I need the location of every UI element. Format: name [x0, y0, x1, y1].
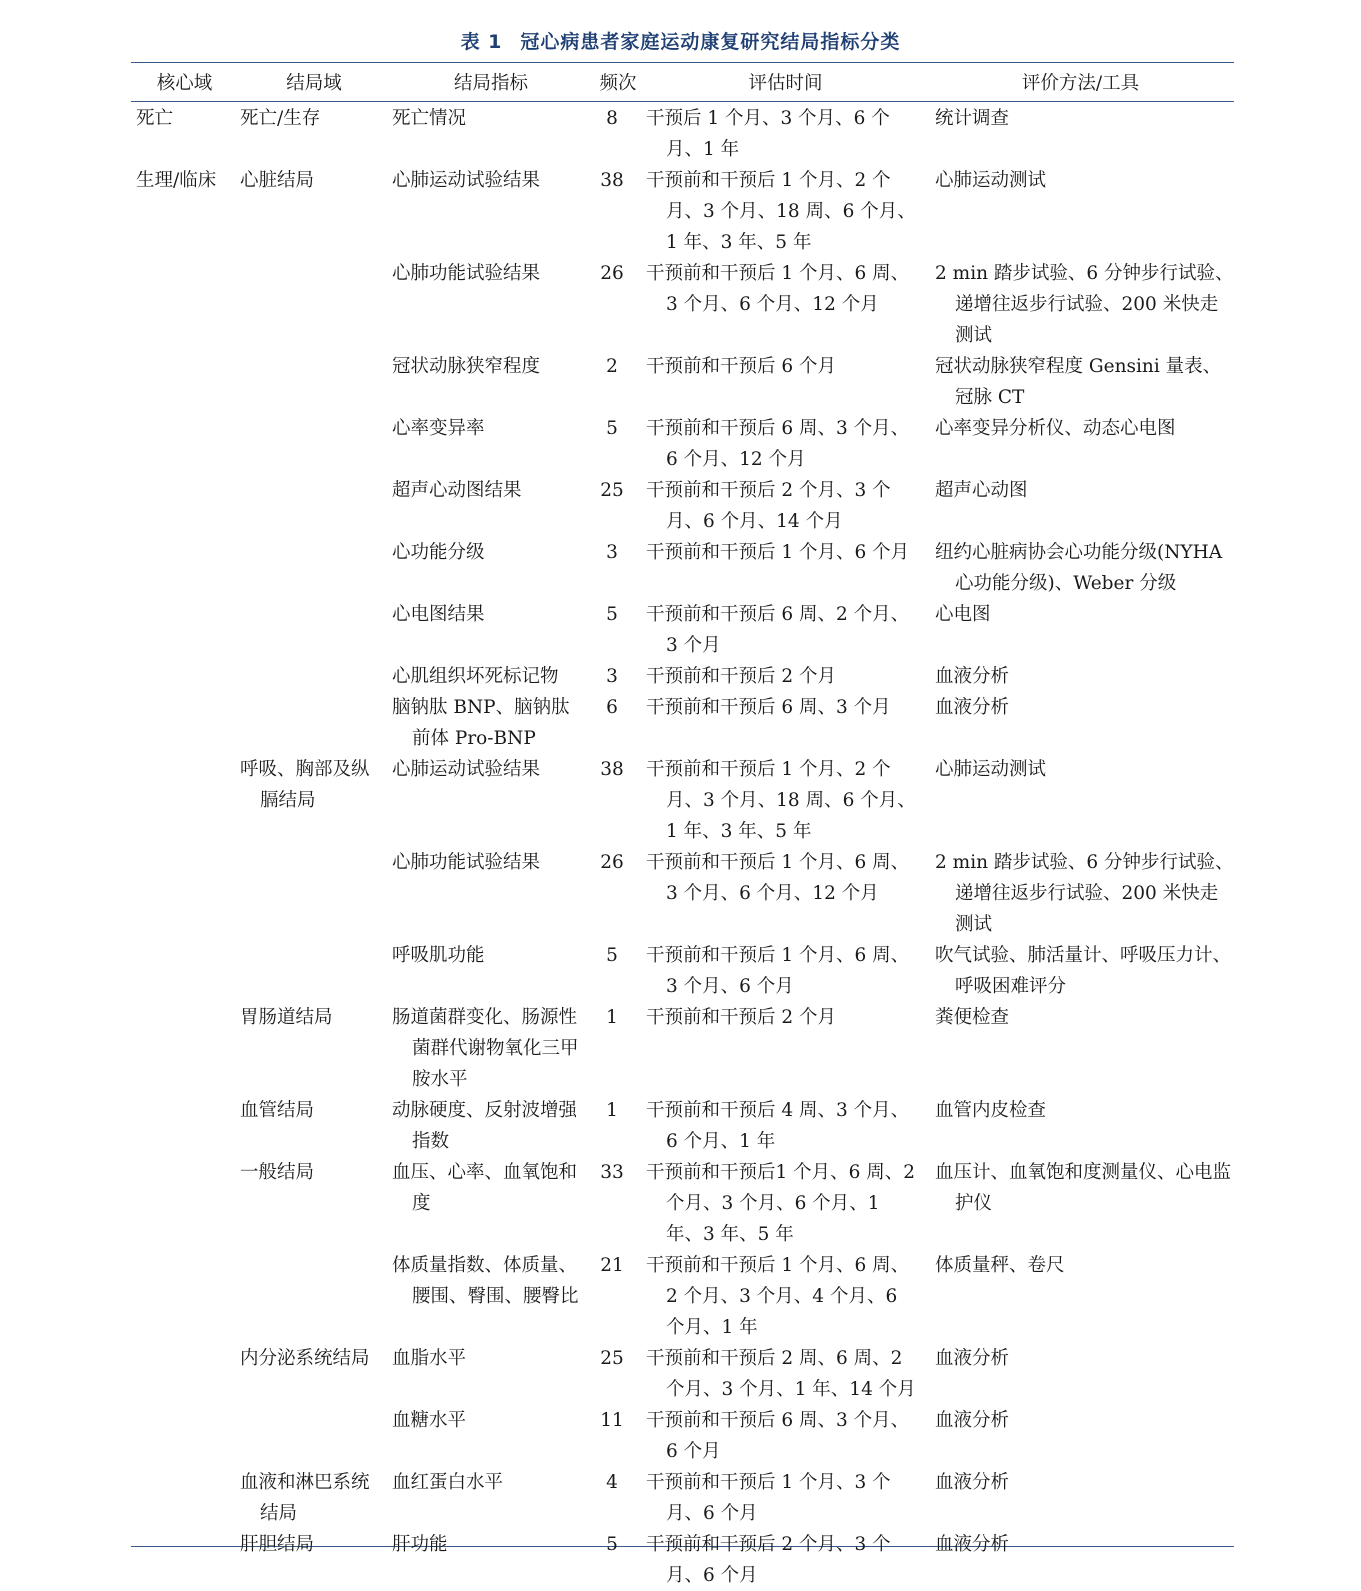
method-tool-cell [927, 258, 1234, 351]
cell-text: 4 [606, 1472, 618, 1493]
indicator-cell [390, 661, 592, 692]
indicator-cell [390, 1467, 592, 1529]
indicator-cell [390, 1529, 592, 1591]
outcome-domain-cell [238, 1250, 390, 1343]
outcome-domain-cell [238, 475, 390, 537]
assessment-time-cell [644, 1405, 927, 1467]
assessment-time-cell [644, 101, 927, 165]
cell-text: 呼吸、胸部及纵膈结局 [240, 759, 370, 811]
outcome-domain-cell [238, 1157, 390, 1250]
indicator-cell [390, 1095, 592, 1157]
method-tool-cell [927, 1157, 1234, 1250]
cell-text: 血液分析 [935, 1410, 1010, 1431]
method-tool-cell [927, 165, 1234, 258]
table-row [131, 754, 1234, 847]
table-row [131, 661, 1234, 692]
table-row [131, 1157, 1234, 1250]
frequency-cell [592, 1250, 644, 1343]
indicator-cell [390, 165, 592, 258]
assessment-time-cell [644, 847, 927, 940]
cell-text: 26 [600, 263, 624, 284]
cell-text: 干预前和干预后 1 个月、3 个月、6 个月 [646, 1472, 891, 1524]
table-row [131, 351, 1234, 413]
assessment-time-cell [644, 1343, 927, 1405]
table-row [131, 1467, 1234, 1529]
outcome-domain-cell [238, 1467, 390, 1529]
cell-text: 一般结局 [240, 1162, 315, 1183]
cell-text: 5 [606, 945, 618, 966]
core-domain-cell [131, 351, 238, 413]
cell-text: 心电图结果 [392, 604, 485, 625]
cell-text: 血液和淋巴系统结局 [240, 1472, 370, 1524]
indicator-cell [390, 940, 592, 1002]
outcome-domain-cell [238, 599, 390, 661]
cell-text: 脑钠肽 BNP、脑钠肽前体 Pro-BNP [392, 697, 570, 749]
indicator-cell [390, 413, 592, 475]
cell-text: 冠状动脉狭窄程度 Gensini 量表、冠脉 CT [935, 356, 1222, 408]
cell-text: 干预前和干预后 1 个月、6 周、3 个月、6 个月 [646, 945, 910, 997]
frequency-cell [592, 475, 644, 537]
core-domain-cell [131, 661, 238, 692]
table-row [131, 1095, 1234, 1157]
cell-text: 心肺运动测试 [935, 759, 1047, 780]
indicator-cell [390, 1405, 592, 1467]
core-domain-cell [131, 1095, 238, 1157]
cell-text: 血压计、血氧饱和度测量仪、心电监护仪 [935, 1162, 1232, 1214]
core-domain-cell [131, 692, 238, 754]
frequency-cell [592, 1529, 644, 1591]
cell-text: 33 [600, 1162, 624, 1183]
core-domain-cell [131, 1405, 238, 1467]
cell-text: 2 [606, 356, 618, 377]
cell-text: 5 [606, 604, 618, 625]
outcome-domain-cell [238, 101, 390, 165]
cell-text: 心肺运动试验结果 [392, 170, 541, 191]
core-domain-cell [131, 1343, 238, 1405]
core-domain-cell [131, 101, 238, 165]
outcome-domain-cell [238, 692, 390, 754]
assessment-time-cell [644, 1467, 927, 1529]
assessment-time-cell [644, 1002, 927, 1095]
cell-text: 吹气试验、肺活量计、呼吸压力计、呼吸困难评分 [935, 945, 1232, 997]
indicator-cell [390, 1250, 592, 1343]
indicator-cell [390, 599, 592, 661]
cell-text: 2 min 踏步试验、6 分钟步行试验、递增往返步行试验、200 米快走测试 [935, 263, 1234, 346]
column-header: 评价方法/工具 [1021, 73, 1140, 94]
cell-text: 心肺功能试验结果 [392, 852, 541, 873]
table-row [131, 1343, 1234, 1405]
frequency-cell [592, 599, 644, 661]
method-tool-cell [927, 692, 1234, 754]
header-row [131, 63, 1234, 101]
cell-text: 血管内皮检查 [935, 1100, 1047, 1121]
table-number: 表 1 [460, 31, 503, 53]
cell-text: 超声心动图 [935, 480, 1028, 501]
table-row [131, 475, 1234, 537]
indicator-cell [390, 1157, 592, 1250]
method-tool-cell [927, 475, 1234, 537]
frequency-cell [592, 258, 644, 351]
cell-text: 38 [600, 759, 624, 780]
cell-text: 1 [606, 1100, 618, 1121]
table-row [131, 101, 1234, 165]
cell-text: 干预后 1 个月、3 个月、6 个月、1 年 [646, 108, 890, 160]
cell-text: 干预前和干预后 1 个月、6 周、2 个月、3 个月、4 个月、6 个月、1 年 [646, 1255, 910, 1338]
cell-text: 干预前和干预后 2 个月 [646, 1007, 837, 1028]
frequency-cell [592, 413, 644, 475]
assessment-time-cell [644, 413, 927, 475]
outcome-domain-cell [238, 940, 390, 1002]
outcome-domain-cell [238, 413, 390, 475]
outcome-domain-cell [238, 351, 390, 413]
cell-text: 粪便检查 [935, 1007, 1010, 1028]
assessment-time-cell [644, 537, 927, 599]
table-row [131, 1405, 1234, 1467]
cell-text: 11 [600, 1410, 624, 1431]
indicator-cell [390, 351, 592, 413]
assessment-time-cell [644, 1157, 927, 1250]
cell-text: 干预前和干预后 6 周、2 个月、3 个月 [646, 604, 910, 656]
table-row [131, 1529, 1234, 1591]
indicator-cell [390, 258, 592, 351]
outcome-domain-cell [238, 661, 390, 692]
outcome-domain-cell [238, 1095, 390, 1157]
frequency-cell [592, 351, 644, 413]
indicator-cell [390, 475, 592, 537]
column-header: 结局域 [286, 73, 342, 94]
column-header: 结局指标 [453, 73, 528, 94]
cell-text: 干预前和干预后 1 个月、6 周、3 个月、6 个月、12 个月 [646, 263, 910, 315]
table-body [131, 101, 1234, 1591]
frequency-cell [592, 1467, 644, 1529]
core-domain-cell [131, 165, 238, 258]
assessment-time-cell [644, 692, 927, 754]
core-domain-cell [131, 1250, 238, 1343]
indicator-cell [390, 754, 592, 847]
method-tool-cell [927, 1467, 1234, 1529]
method-tool-cell [927, 1095, 1234, 1157]
core-domain-cell [131, 1002, 238, 1095]
table-row [131, 537, 1234, 599]
frequency-cell [592, 692, 644, 754]
indicator-cell [390, 1002, 592, 1095]
cell-text: 干预前和干预后 1 个月、2 个月、3 个月、18 周、6 个月、1 年、3 年、5 年 [646, 170, 916, 253]
column-header: 评估时间 [748, 73, 823, 94]
indicator-cell [390, 1343, 592, 1405]
cell-text: 干预前和干预后 1 个月、6 周、3 个月、6 个月、12 个月 [646, 852, 910, 904]
cell-text: 动脉硬度、反射波增强指数 [392, 1100, 578, 1152]
cell-text: 血压、心率、血氧饱和度 [392, 1162, 578, 1214]
cell-text: 血液分析 [935, 697, 1010, 718]
cell-text: 干预前和干预后 1 个月、6 个月 [646, 542, 910, 563]
assessment-time-cell [644, 258, 927, 351]
outcome-domain-cell [238, 1343, 390, 1405]
core-domain-cell [131, 754, 238, 847]
cell-text: 血液分析 [935, 1534, 1010, 1555]
cell-text: 血管结局 [240, 1100, 315, 1121]
method-tool-cell [927, 599, 1234, 661]
cell-text: 26 [600, 852, 624, 873]
cell-text: 干预前和干预后 6 个月 [646, 356, 837, 377]
cell-text: 8 [606, 108, 618, 129]
method-tool-cell [927, 537, 1234, 599]
cell-text: 心电图 [935, 604, 991, 625]
cell-text: 干预前和干预后1 个月、6 周、2 个月、3 个月、6 个月、1 年、3 年、5 年 [646, 1162, 916, 1245]
cell-text: 心肌组织坏死标记物 [392, 666, 559, 687]
cell-text: 体质量秤、卷尺 [935, 1255, 1065, 1276]
cell-text: 3 [606, 542, 618, 563]
indicator-cell [390, 692, 592, 754]
table-caption: 冠心病患者家庭运动康复研究结局指标分类 [520, 31, 901, 53]
outcome-domain-cell [238, 258, 390, 351]
core-domain-cell [131, 537, 238, 599]
assessment-time-cell [644, 1529, 927, 1591]
cell-text: 血脂水平 [392, 1348, 467, 1369]
cell-text: 内分泌系统结局 [240, 1348, 370, 1369]
cell-text: 超声心动图结果 [392, 480, 522, 501]
method-tool-cell [927, 1343, 1234, 1405]
cell-text: 干预前和干预后 4 周、3 个月、6 个月、1 年 [646, 1100, 910, 1152]
cell-text: 呼吸肌功能 [392, 945, 485, 966]
frequency-cell [592, 101, 644, 165]
frequency-cell [592, 165, 644, 258]
assessment-time-cell [644, 599, 927, 661]
cell-text: 6 [606, 697, 618, 718]
cell-text: 心脏结局 [240, 170, 315, 191]
cell-text: 血红蛋白水平 [392, 1472, 504, 1493]
assessment-time-cell [644, 754, 927, 847]
method-tool-cell [927, 661, 1234, 692]
cell-text: 心肺功能试验结果 [392, 263, 541, 284]
core-domain-cell [131, 847, 238, 940]
outcome-domain-cell [238, 754, 390, 847]
method-tool-cell [927, 101, 1234, 165]
cell-text: 25 [600, 480, 624, 501]
cell-text: 5 [606, 418, 618, 439]
assessment-time-cell [644, 351, 927, 413]
cell-text: 干预前和干预后 6 周、3 个月、6 个月、12 个月 [646, 418, 910, 470]
cell-text: 心功能分级 [392, 542, 485, 563]
indicator-cell [390, 847, 592, 940]
cell-text: 肝功能 [392, 1534, 448, 1555]
cell-text: 38 [600, 170, 624, 191]
cell-text: 干预前和干预后 1 个月、2 个月、3 个月、18 周、6 个月、1 年、3 年、5 年 [646, 759, 916, 842]
cell-text: 心肺运动试验结果 [392, 759, 541, 780]
cell-text: 25 [600, 1348, 624, 1369]
method-tool-cell [927, 413, 1234, 475]
table-row [131, 413, 1234, 475]
cell-text: 干预前和干预后 2 个月、3 个月、6 个月、14 个月 [646, 480, 891, 532]
outcome-domain-cell [238, 1529, 390, 1591]
cell-text: 肠道菌群变化、肠源性菌群代谢物氧化三甲胺水平 [392, 1007, 579, 1090]
cell-text: 干预前和干预后 2 个月 [646, 666, 837, 687]
table-row [131, 258, 1234, 351]
cell-text: 干预前和干预后 2 周、6 周、2 个月、3 个月、1 年、14 个月 [646, 1348, 916, 1400]
indicator-cell [390, 537, 592, 599]
cell-text: 纽约心脏病协会心功能分级(NYHA 心功能分级)、Weber 分级 [935, 542, 1223, 594]
frequency-cell [592, 1095, 644, 1157]
cell-text: 3 [606, 666, 618, 687]
cell-text: 死亡 [136, 108, 174, 129]
assessment-time-cell [644, 475, 927, 537]
outcome-domain-cell [238, 1405, 390, 1467]
core-domain-cell [131, 940, 238, 1002]
frequency-cell [592, 847, 644, 940]
table-row [131, 165, 1234, 258]
frequency-cell [592, 1405, 644, 1467]
core-domain-cell [131, 599, 238, 661]
frequency-cell [592, 940, 644, 1002]
outcome-domain-cell [238, 847, 390, 940]
method-tool-cell [927, 1529, 1234, 1591]
core-domain-cell [131, 1157, 238, 1250]
cell-text: 心肺运动测试 [935, 170, 1047, 191]
cell-text: 胃肠道结局 [240, 1007, 333, 1028]
cell-text: 生理/临床 [136, 170, 217, 191]
cell-text: 体质量指数、体质量、腰围、臀围、腰臀比 [392, 1255, 579, 1307]
cell-text: 血液分析 [935, 1472, 1010, 1493]
cell-text: 心率变异分析仪、动态心电图 [935, 418, 1176, 439]
core-domain-cell [131, 258, 238, 351]
cell-text: 干预前和干预后 2 个月、3 个月、6 个月 [646, 1534, 891, 1586]
cell-text: 干预前和干预后 6 周、3 个月 [646, 697, 891, 718]
outcome-indicator-table [131, 63, 1234, 1591]
frequency-cell [592, 1002, 644, 1095]
cell-text: 血糖水平 [392, 1410, 467, 1431]
method-tool-cell [927, 351, 1234, 413]
cell-text: 血液分析 [935, 666, 1010, 687]
core-domain-cell [131, 475, 238, 537]
table-row [131, 599, 1234, 661]
frequency-cell [592, 754, 644, 847]
frequency-cell [592, 661, 644, 692]
table-row [131, 1002, 1234, 1095]
cell-text: 死亡情况 [392, 108, 467, 129]
assessment-time-cell [644, 165, 927, 258]
assessment-time-cell [644, 940, 927, 1002]
frequency-cell [592, 537, 644, 599]
cell-text: 死亡/生存 [240, 108, 321, 129]
cell-text: 统计调查 [935, 108, 1010, 129]
table-row [131, 847, 1234, 940]
core-domain-cell [131, 1467, 238, 1529]
table-title [0, 27, 1361, 54]
core-domain-cell [131, 413, 238, 475]
frequency-cell [592, 1157, 644, 1250]
method-tool-cell [927, 1250, 1234, 1343]
table-row [131, 1250, 1234, 1343]
cell-text: 2 min 踏步试验、6 分钟步行试验、递增往返步行试验、200 米快走测试 [935, 852, 1234, 935]
cell-text: 5 [606, 1534, 618, 1555]
assessment-time-cell [644, 1250, 927, 1343]
cell-text: 干预前和干预后 6 周、3 个月、6 个月 [646, 1410, 910, 1462]
method-tool-cell [927, 754, 1234, 847]
method-tool-cell [927, 1002, 1234, 1095]
outcome-domain-cell [238, 165, 390, 258]
method-tool-cell [927, 847, 1234, 940]
assessment-time-cell [644, 1095, 927, 1157]
outcome-domain-cell [238, 537, 390, 599]
table-row [131, 692, 1234, 754]
cell-text: 肝胆结局 [240, 1534, 315, 1555]
cell-text: 心率变异率 [392, 418, 485, 439]
method-tool-cell [927, 940, 1234, 1002]
frequency-cell [592, 1343, 644, 1405]
core-domain-cell [131, 1529, 238, 1591]
indicator-cell [390, 101, 592, 165]
method-tool-cell [927, 1405, 1234, 1467]
cell-text: 血液分析 [935, 1348, 1010, 1369]
cell-text: 1 [606, 1007, 618, 1028]
table-row [131, 940, 1234, 1002]
outcome-domain-cell [238, 1002, 390, 1095]
assessment-time-cell [644, 661, 927, 692]
column-header: 核心域 [156, 73, 213, 94]
cell-text: 冠状动脉狭窄程度 [392, 356, 541, 377]
column-header: 频次 [599, 73, 637, 94]
cell-text: 21 [600, 1255, 624, 1276]
